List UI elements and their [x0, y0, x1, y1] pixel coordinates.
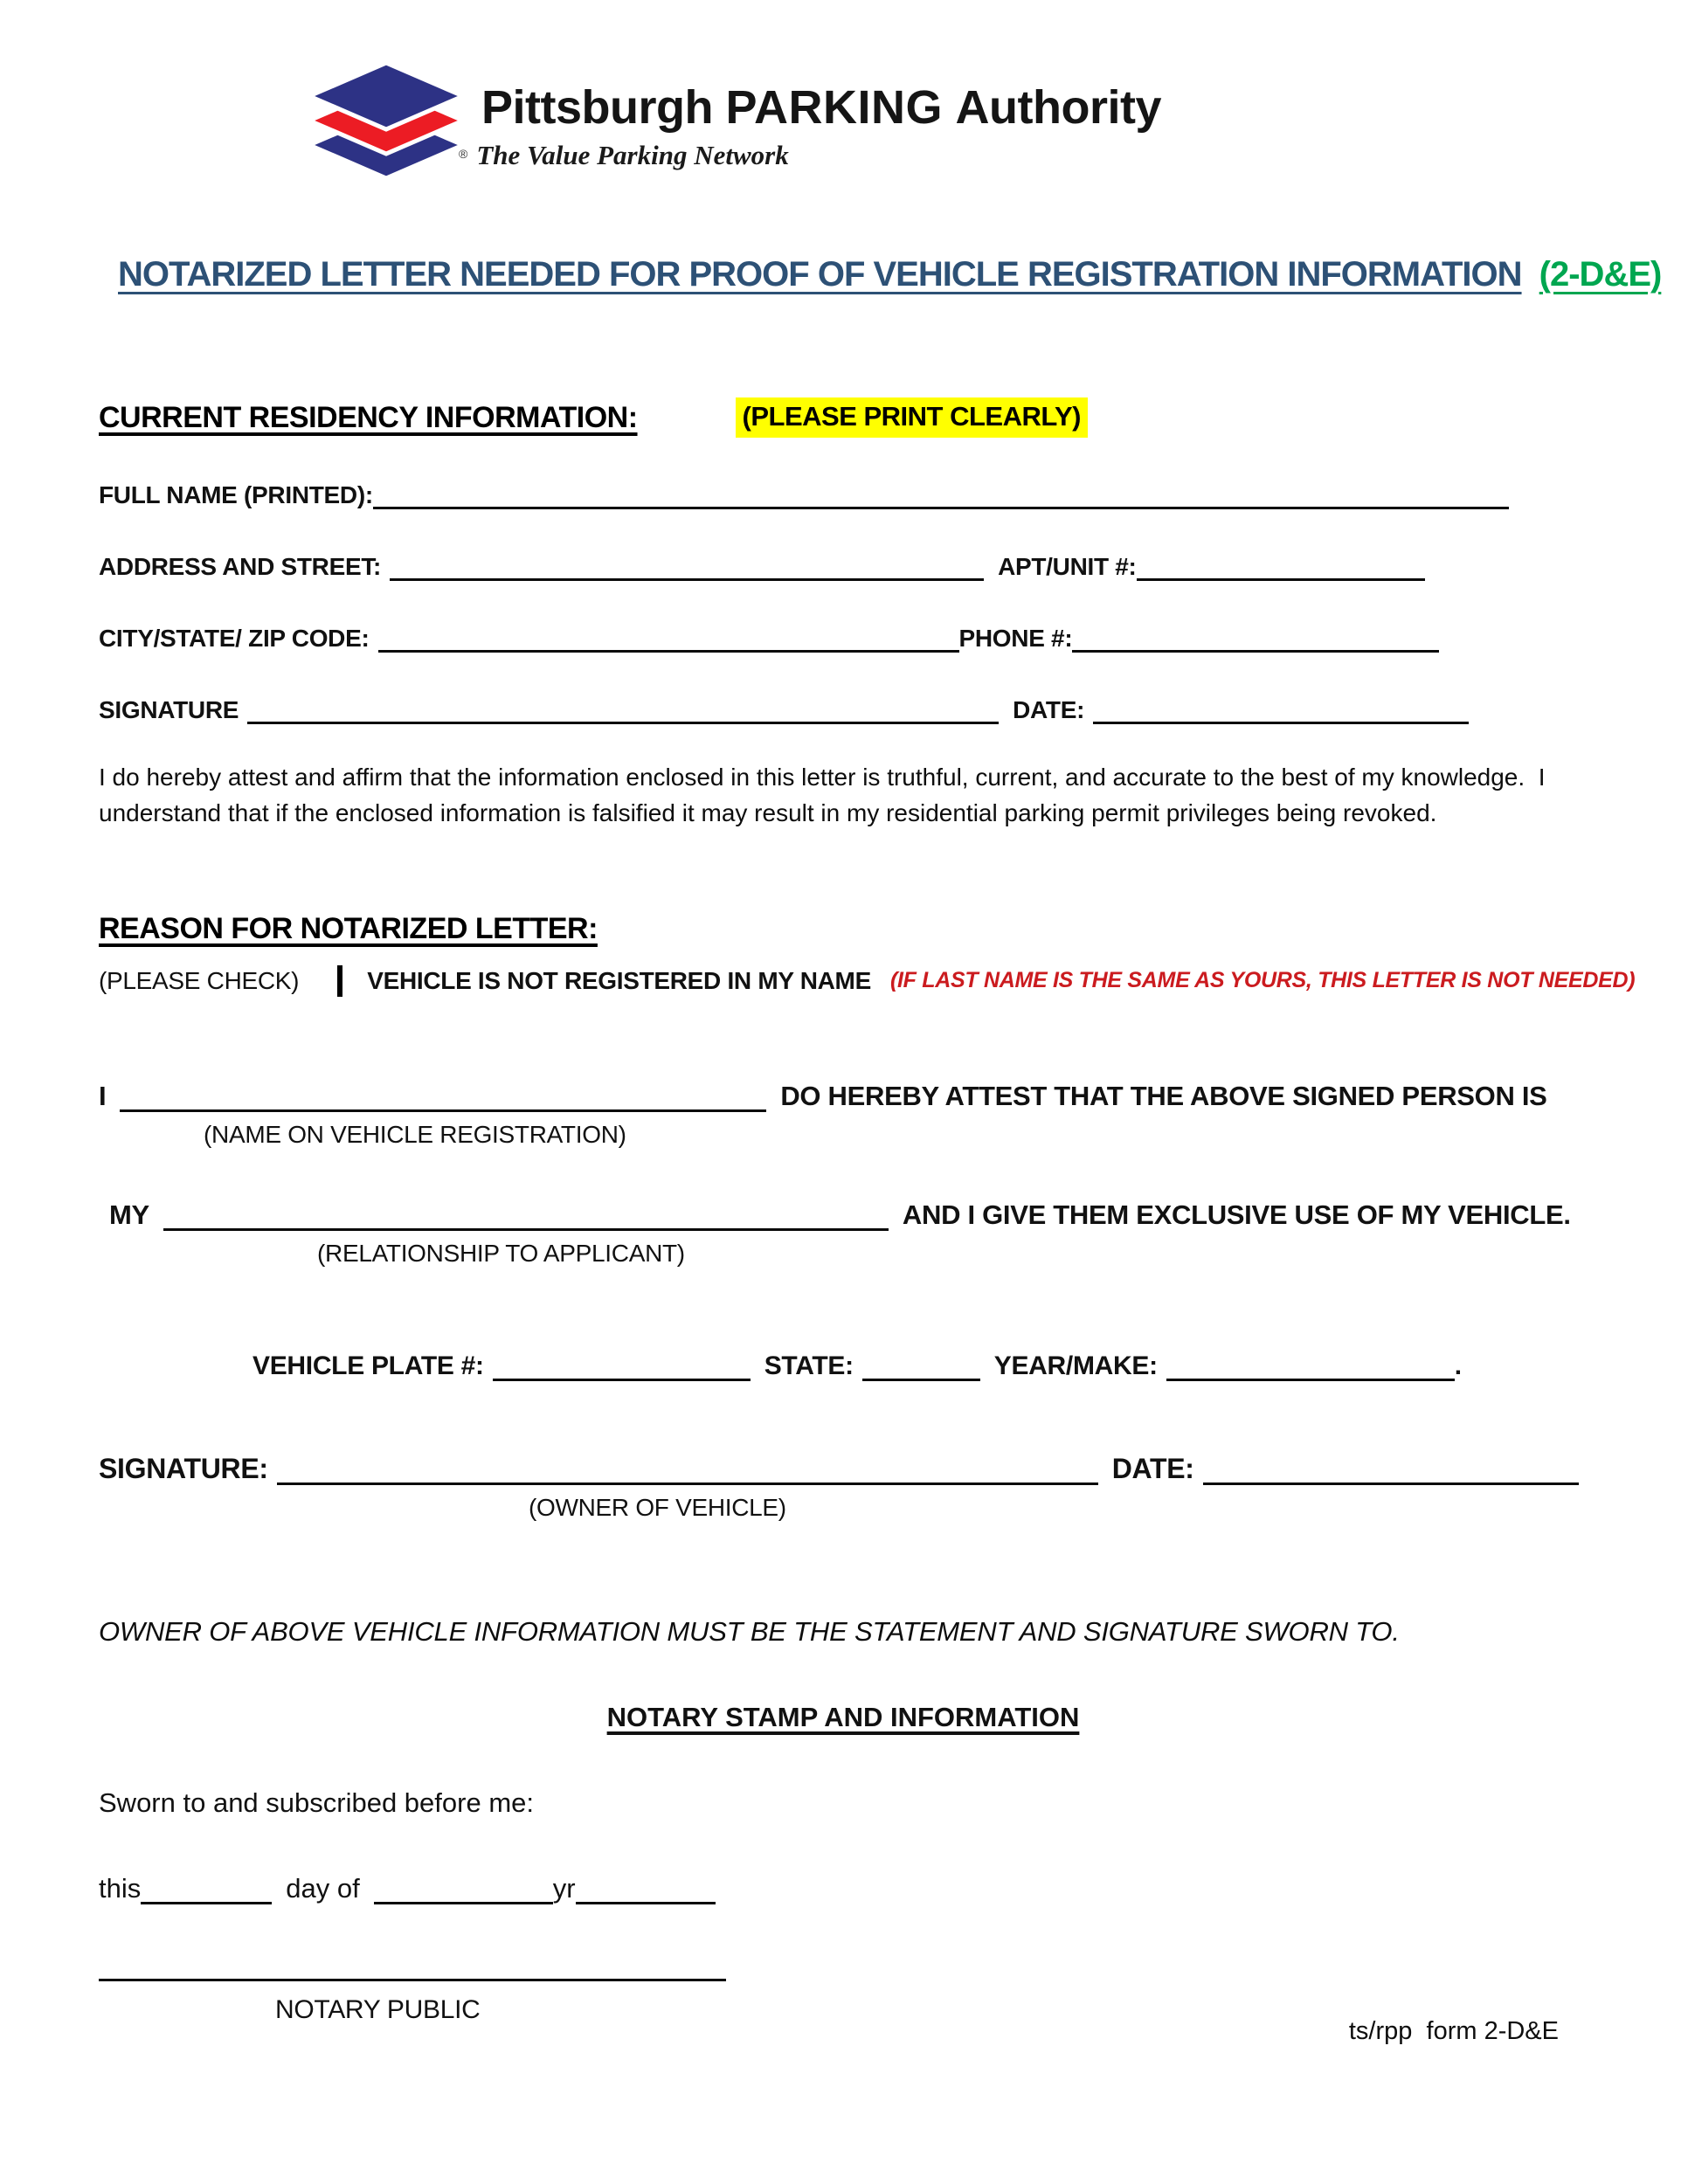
full-name-label: FULL NAME (PRINTED): [99, 481, 373, 508]
vehicle-info-row [253, 1351, 1588, 1381]
registration-name-blank[interactable] [120, 1086, 766, 1112]
tagline-row [459, 140, 1161, 171]
relationship-row [109, 1199, 1588, 1231]
phone-label: PHONE #: [958, 625, 1073, 652]
owner-signature-row [99, 1453, 1588, 1485]
this-label: this [99, 1872, 142, 1904]
my-prefix-label: MY [109, 1199, 149, 1230]
residency-attestation-paragraph: I do hereby attest and affirm that the information enclosed in this letter is truthful, current, and accurate to the best of my knowledge. I understand that if the enclosed information is falsified it may result in my residential parking permit privileges being revoked. [99, 764, 1553, 827]
city-state-zip-label: CITY/STATE/ ZIP CODE: [99, 625, 370, 652]
full-name-blank[interactable] [373, 483, 1509, 509]
day-of-label: day of [286, 1872, 360, 1904]
owner-date-blank[interactable] [1203, 1459, 1579, 1485]
vehicle-plate-label: VEHICLE PLATE #: [253, 1351, 484, 1380]
please-check-label: (PLEASE CHECK) [99, 966, 300, 994]
logo [307, 61, 1588, 210]
owner-date-label: DATE: [1111, 1452, 1194, 1484]
form-code: ts/rpp form 2-D&E [1348, 2017, 1559, 2045]
reason-heading-row [99, 912, 1588, 946]
reason-check-row [99, 965, 1636, 997]
print-clearly-notice: (PLEASE PRINT CLEARLY) [736, 397, 1088, 438]
notary-public-label: NOTARY PUBLIC [275, 1994, 481, 2024]
address-label: ADDRESS AND STREET: [99, 553, 382, 580]
vehicle-plate-blank[interactable] [493, 1355, 751, 1381]
notary-public-signature-blank[interactable] [99, 1978, 726, 1981]
form-title [118, 255, 1662, 294]
brand-authority: Authority [955, 81, 1161, 134]
registration-name-caption: (NAME ON VEHICLE REGISTRATION) [204, 1120, 626, 1148]
attest-statement-label: DO HEREBY ATTEST THAT THE ABOVE SIGNED PERSON IS [780, 1080, 1547, 1111]
notary-date-row [99, 1873, 1588, 1904]
brand-name [481, 80, 1161, 135]
brand-pittsburgh: Pittsburgh [481, 81, 713, 134]
not-registered-label: VEHICLE IS NOT REGISTERED IN MY NAME [367, 966, 871, 994]
relationship-caption: (RELATIONSHIP TO APPLICANT) [317, 1239, 685, 1267]
notary-day-blank[interactable] [141, 1878, 272, 1904]
exclusive-use-label: AND I GIVE THEM EXCLUSIVE USE OF MY VEHICLE. [902, 1199, 1571, 1230]
state-label: STATE: [764, 1351, 854, 1380]
city-state-zip-row [99, 625, 1588, 653]
reason-heading: REASON FOR NOTARIZED LETTER: [99, 911, 598, 945]
residency-signature-row [99, 696, 1588, 724]
apt-unit-blank[interactable] [1137, 555, 1425, 581]
notary-year-blank[interactable] [576, 1878, 716, 1904]
phone-blank[interactable] [1072, 626, 1439, 653]
i-prefix-label: I [99, 1080, 107, 1111]
same-last-name-alert: (IF LAST NAME IS THE SAME AS YOURS, THIS LETTER IS NOT NEEDED) [889, 968, 1636, 993]
state-blank[interactable] [862, 1355, 980, 1381]
year-make-blank[interactable] [1166, 1355, 1455, 1381]
attest-name-row [99, 1081, 1588, 1112]
residency-date-blank[interactable] [1093, 698, 1469, 724]
notary-month-blank[interactable] [374, 1878, 553, 1904]
address-row [99, 553, 1588, 581]
brand-parking: PARKING [725, 81, 944, 134]
owner-signature-blank[interactable] [277, 1459, 1098, 1485]
form-title-main: NOTARIZED LETTER NEEDED FOR PROOF OF VEHICLE REGISTRATION INFORMATION [118, 255, 1522, 294]
owner-of-vehicle-caption: (OWNER OF VEHICLE) [529, 1493, 786, 1521]
owner-signature-label: SIGNATURE: [99, 1452, 268, 1484]
notary-heading-row [99, 1702, 1588, 1733]
not-registered-checkbox[interactable] [337, 965, 342, 997]
owner-statement: OWNER OF ABOVE VEHICLE INFORMATION MUST BE THE STATEMENT AND SIGNATURE SWORN TO. [99, 1615, 1400, 1647]
residency-heading: CURRENT RESIDENCY INFORMATION: [99, 400, 638, 434]
address-blank[interactable] [390, 555, 984, 581]
residency-signature-blank[interactable] [247, 698, 999, 724]
full-name-row [99, 481, 1588, 509]
logo-tagline: The Value Parking Network [476, 140, 789, 170]
apt-unit-label: APT/UNIT #: [998, 553, 1137, 580]
parking-authority-diamonds-icon [307, 61, 466, 195]
notary-heading: NOTARY STAMP AND INFORMATION [606, 1701, 1080, 1732]
yr-label: yr [552, 1872, 576, 1904]
logo-text [459, 61, 1161, 171]
residency-heading-row [99, 397, 1588, 438]
registered-trademark-icon: ® [459, 147, 468, 161]
residency-date-label: DATE: [1013, 696, 1085, 723]
city-state-zip-blank[interactable] [378, 626, 959, 653]
relationship-blank[interactable] [163, 1205, 889, 1231]
year-make-label: YEAR/MAKE: [993, 1351, 1158, 1380]
vehicle-line-period: . [1454, 1351, 1462, 1380]
residency-signature-label: SIGNATURE [99, 696, 239, 723]
sworn-text: Sworn to and subscribed before me: [99, 1787, 534, 1818]
form-title-code: (2-D&E) [1539, 255, 1662, 294]
